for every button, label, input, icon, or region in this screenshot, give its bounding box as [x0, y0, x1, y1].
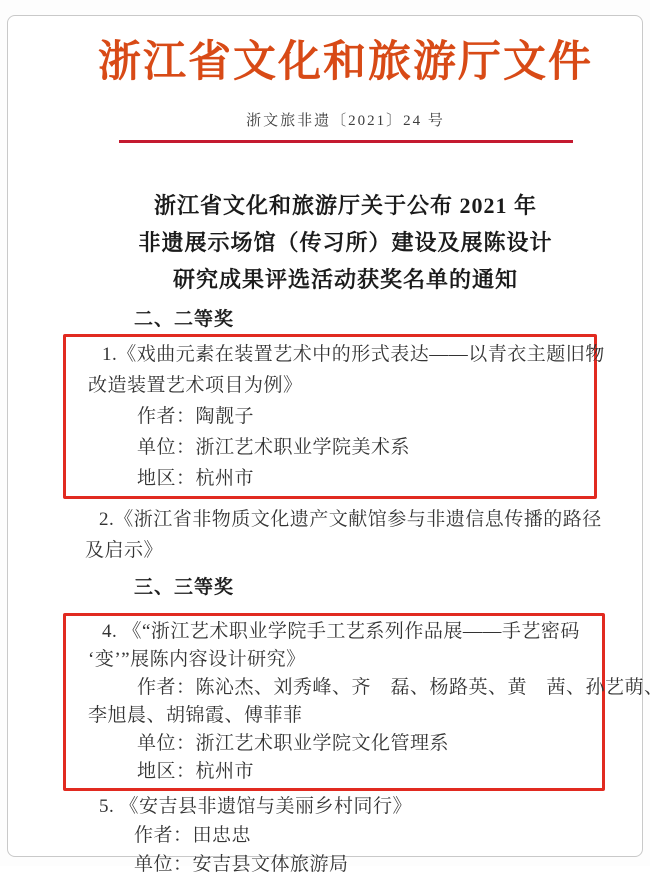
- notice-title-line: 非遗展示场馆（传习所）建设及展陈设计: [138, 230, 553, 255]
- author-line: 作者：田忠忠: [134, 825, 252, 846]
- document-header-title: 浙江省文化和旅游厅文件: [98, 39, 593, 86]
- author-line: 作者：陈沁杰、刘秀峰、齐 磊、杨路英、黄 茜、孙艺萌、: [137, 677, 664, 698]
- region-line: 地区：杭州市: [137, 468, 255, 489]
- notice-title: [85, 187, 606, 298]
- document-page: [7, 15, 664, 875]
- region-line: 地区：杭州市: [137, 761, 255, 782]
- highlight-box-second-prize: [63, 334, 605, 499]
- award-item-5: [85, 792, 606, 879]
- highlight-box-third-prize: [63, 613, 664, 791]
- unit-line: 单位：浙江艺术职业学院美术系: [137, 437, 411, 458]
- notice-title-line: 研究成果评选活动获奖名单的通知: [172, 267, 518, 292]
- notice-title-line: 浙江省文化和旅游厅关于公布 2021 年: [153, 193, 537, 218]
- award-item-title-line: 5. 《安吉县非遗馆与美丽乡村同行》: [99, 796, 413, 817]
- unit-line: 单位：安吉县文体旅游局: [134, 854, 349, 875]
- document-content: [8, 36, 664, 879]
- section-heading-second-prize: 二、二等奖: [134, 309, 235, 330]
- author-line: 作者：陶靓子: [137, 406, 255, 427]
- award-item-title-line: 2.《浙江省非物质文化遗产文献馆参与非遗信息传播的路径: [99, 509, 602, 530]
- unit-line: 单位：浙江艺术职业学院文化管理系: [137, 733, 450, 754]
- award-item-2: [85, 504, 606, 566]
- award-item-title-line: 改造装置艺术项目为例》: [88, 375, 303, 396]
- author-line: 李旭晨、胡锦霞、傅菲菲: [88, 705, 303, 726]
- award-item-title-line: ‘变’”展陈内容设计研究》: [88, 649, 306, 670]
- document-number: 浙文旅非遗〔2021〕24 号: [246, 113, 445, 129]
- section-heading-third-prize: 三、三等奖: [134, 577, 235, 598]
- award-item-title-line: 及启示》: [85, 540, 164, 561]
- red-separator-line: [119, 140, 573, 143]
- award-item-title-line: 4. 《“浙江艺术职业学院手工艺系列作品展——手艺密码: [102, 621, 580, 642]
- award-item-title-line: 1.《戏曲元素在装置艺术中的形式表达——以青衣主题旧物: [102, 344, 605, 365]
